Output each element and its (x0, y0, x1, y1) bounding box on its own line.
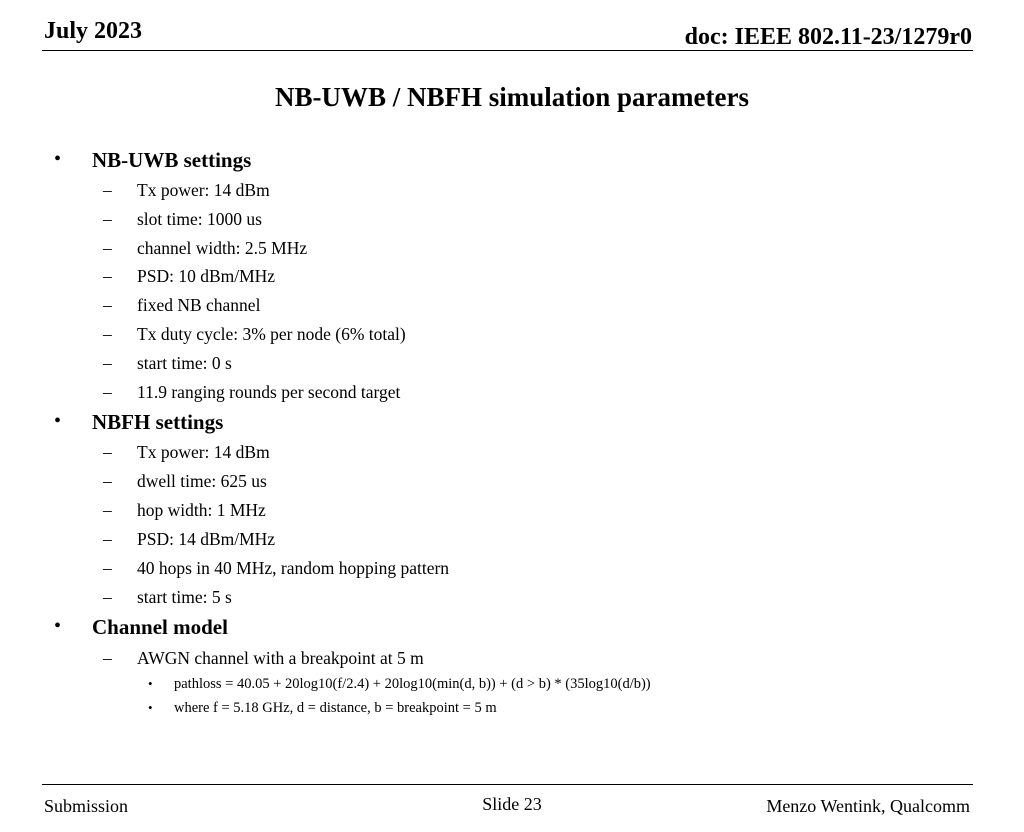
dash-icon: – (103, 382, 112, 402)
list-item (103, 353, 232, 374)
bullet-icon: • (54, 615, 62, 637)
dash-icon: – (103, 471, 112, 491)
list-item (103, 648, 424, 669)
list-item (103, 209, 262, 230)
list-item (103, 442, 270, 463)
dash-icon: – (103, 442, 112, 462)
list-item (103, 587, 232, 608)
bullet-icon: • (148, 700, 153, 715)
list-item-text: dwell time: 625 us (137, 471, 267, 491)
header-doc-id: doc: IEEE 802.11-23/1279r0 (684, 24, 972, 50)
list-item-text: AWGN channel with a breakpoint at 5 m (137, 648, 424, 668)
dash-icon: – (103, 295, 112, 315)
footer-submission: Submission (44, 796, 129, 816)
dash-icon: – (103, 266, 112, 286)
list-item (103, 238, 308, 259)
dash-icon: – (103, 238, 112, 258)
list-item-text: slot time: 1000 us (137, 209, 262, 229)
list-item (103, 324, 406, 345)
dash-icon: – (103, 648, 112, 668)
list-item-text: hop width: 1 MHz (137, 500, 266, 520)
list-item-text: start time: 0 s (137, 353, 232, 373)
section-heading-nbfh (54, 410, 224, 435)
list-item-text: 11.9 ranging rounds per second target (137, 382, 401, 402)
formula-text: where f = 5.18 GHz, d = distance, b = breakpoint = 5 m (174, 700, 497, 716)
header-date: July 2023 (44, 18, 143, 44)
section-heading-nb-uwb (54, 148, 252, 173)
list-item-text: PSD: 14 dBm/MHz (137, 529, 276, 549)
dash-icon: – (103, 180, 112, 200)
list-item (103, 180, 270, 201)
list-item-text: 40 hops in 40 MHz, random hopping pattern (137, 558, 450, 578)
list-item (103, 500, 266, 521)
footer-divider (42, 784, 973, 785)
dash-icon: – (103, 324, 112, 344)
section-heading-channel-model (54, 615, 228, 640)
dash-icon: – (103, 209, 112, 229)
list-item (103, 382, 401, 403)
footer-slide-number: Slide 23 (482, 794, 542, 814)
section-heading-text: Channel model (92, 615, 228, 639)
dash-icon: – (103, 558, 112, 578)
section-heading-text: NB-UWB settings (92, 148, 252, 172)
formula-text: pathloss = 40.05 + 20log10(f/2.4) + 20log10(min(d, b)) + (d > b) * (35log10(d/b)) (174, 676, 651, 692)
bullet-icon: • (54, 148, 62, 170)
section-heading-text: NBFH settings (92, 410, 224, 434)
list-item (103, 295, 261, 316)
list-item-text: Tx power: 14 dBm (137, 180, 270, 200)
dash-icon: – (103, 353, 112, 373)
slide-title: NB-UWB / NBFH simulation parameters (275, 82, 749, 112)
list-item-text: PSD: 10 dBm/MHz (137, 266, 276, 286)
header-divider (42, 50, 973, 51)
dash-icon: – (103, 587, 112, 607)
dash-icon: – (103, 529, 112, 549)
list-item (103, 266, 276, 287)
list-item-text: channel width: 2.5 MHz (137, 238, 308, 258)
list-item-text: Tx duty cycle: 3% per node (6% total) (137, 324, 406, 344)
dash-icon: – (103, 500, 112, 520)
sub-list-item (148, 676, 651, 693)
sub-list-item (148, 700, 497, 717)
bullet-icon: • (54, 410, 62, 432)
list-item-text: Tx power: 14 dBm (137, 442, 270, 462)
list-item (103, 471, 267, 492)
bullet-icon: • (148, 676, 153, 691)
footer-author: Menzo Wentink, Qualcomm (766, 796, 970, 816)
list-item-text: start time: 5 s (137, 587, 232, 607)
list-item (103, 529, 276, 550)
list-item-text: fixed NB channel (137, 295, 261, 315)
list-item (103, 558, 450, 579)
